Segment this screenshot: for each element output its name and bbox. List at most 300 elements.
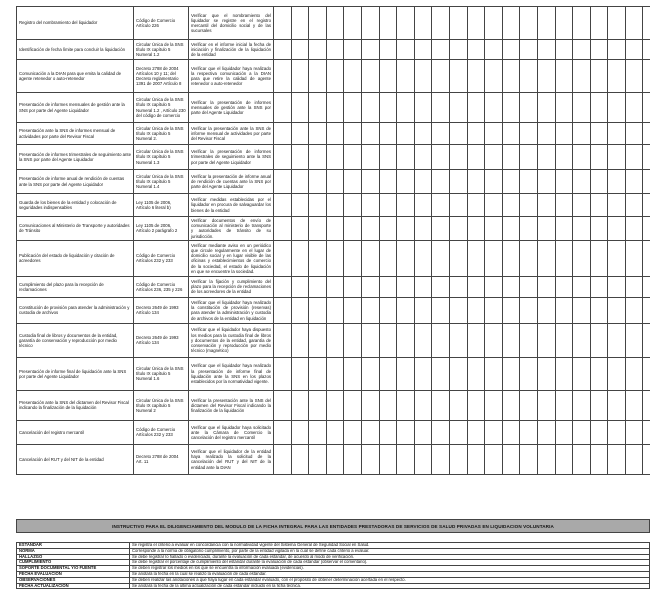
- empty-cell: [555, 93, 573, 123]
- empty-cell: [361, 297, 379, 323]
- legend-term: ESTANDAR: [17, 543, 130, 549]
- empty-cell: [573, 420, 591, 444]
- empty-cell: [361, 170, 379, 194]
- empty-cell: [291, 240, 309, 276]
- legend-description: Se debe registrar lo hallado o evidenciado, durante la evaluación de cada estándar, de acuerdo al modo de verificación.: [130, 554, 650, 560]
- empty-cell: [502, 123, 520, 145]
- empty-cell: [397, 60, 415, 93]
- empty-cell: [309, 60, 327, 93]
- empty-cell: [291, 217, 309, 241]
- empty-cell: [274, 297, 292, 323]
- task-cell: Presentación de informe anual de rendición de cuentas ante la SNS por parte del Agente Liquidador: [17, 170, 134, 194]
- task-cell: Presentación de informes mensuales de gestión ante la SNS por parte del Agente Liquidador: [17, 93, 134, 123]
- table-row: [17, 444, 650, 474]
- empty-cell: [643, 123, 650, 145]
- table-row: [17, 390, 650, 420]
- empty-cell: [274, 60, 292, 93]
- action-cell: Verificar la fijación y cumplimiento del plazo para la recepción de reclamaciones de los acreedores de la entidad: [189, 276, 274, 297]
- table-row: [17, 240, 650, 276]
- empty-cell: [326, 93, 344, 123]
- table-row: [17, 323, 650, 357]
- empty-cell: [309, 7, 327, 40]
- norm-cell: Circular Única de la SNS título IX capítulo 5 Numeral 1.3: [134, 145, 189, 170]
- empty-cell: [643, 420, 650, 444]
- empty-cell: [625, 60, 643, 93]
- empty-cell: [467, 217, 485, 241]
- empty-cell: [414, 323, 432, 357]
- empty-cell: [397, 444, 415, 474]
- empty-cell: [608, 297, 626, 323]
- empty-cell: [643, 40, 650, 60]
- empty-cell: [573, 390, 591, 420]
- empty-cell: [537, 145, 555, 170]
- empty-cell: [573, 357, 591, 390]
- empty-cell: [344, 145, 362, 170]
- empty-cell: [326, 194, 344, 217]
- empty-cell: [309, 240, 327, 276]
- empty-cell: [344, 7, 362, 40]
- empty-cell: [432, 444, 450, 474]
- empty-cell: [537, 40, 555, 60]
- legend-description: Se registra el criterio a evaluar en concordancia con la normatividad vigente del Sistema General de Seguridad Social en Salud.: [130, 543, 650, 549]
- table-row: [17, 40, 650, 60]
- empty-cell: [555, 444, 573, 474]
- empty-cell: [274, 194, 292, 217]
- empty-cell: [449, 217, 467, 241]
- empty-cell: [467, 240, 485, 276]
- empty-cell: [414, 194, 432, 217]
- legend-description: Se deben realizar las anotaciones a que haya lugar en cada estándar evaluado, con el propósito de obtener determinación acertada en el respecto.: [130, 577, 650, 583]
- evaluation-table-body: [17, 7, 650, 475]
- empty-cell: [361, 390, 379, 420]
- empty-cell: [608, 170, 626, 194]
- empty-cell: [537, 240, 555, 276]
- empty-cell: [643, 390, 650, 420]
- empty-cell: [291, 40, 309, 60]
- legend-table: [16, 542, 650, 589]
- empty-cell: [326, 7, 344, 40]
- empty-cell: [537, 7, 555, 40]
- empty-cell: [643, 240, 650, 276]
- empty-cell: [590, 145, 608, 170]
- empty-cell: [485, 123, 503, 145]
- empty-cell: [344, 276, 362, 297]
- empty-cell: [485, 276, 503, 297]
- action-cell: Verificar la presentación de informes mensuales de gestión ante la SNS por parte del Agente Liquidador: [189, 93, 274, 123]
- empty-cell: [309, 194, 327, 217]
- empty-cell: [344, 194, 362, 217]
- empty-cell: [379, 276, 397, 297]
- empty-cell: [643, 357, 650, 390]
- action-cell: Verificar que el liquidador de la entidad haya realizado la solicitud de la cancelación del RUT y del NIT de la entidad ante la DIAN: [189, 444, 274, 474]
- empty-cell: [555, 170, 573, 194]
- task-cell: Cancelación del registro mercantil: [17, 420, 134, 444]
- empty-cell: [361, 93, 379, 123]
- empty-cell: [414, 7, 432, 40]
- empty-cell: [397, 40, 415, 60]
- legend-term: CUMPLIMIENTO: [17, 560, 130, 566]
- empty-cell: [326, 40, 344, 60]
- task-cell: Presentación de informe final de liquidación ante la SNS por parte del Agente Liquidador: [17, 357, 134, 390]
- empty-cell: [344, 60, 362, 93]
- empty-cell: [625, 444, 643, 474]
- empty-cell: [555, 123, 573, 145]
- task-cell: Presentación ante la SNS de informes mensual de actividades por parte del Revisor Fiscal: [17, 123, 134, 145]
- empty-cell: [274, 276, 292, 297]
- empty-cell: [379, 390, 397, 420]
- empty-cell: [502, 40, 520, 60]
- empty-cell: [485, 93, 503, 123]
- empty-cell: [326, 60, 344, 93]
- empty-cell: [625, 420, 643, 444]
- task-cell: Publicación del estado de liquidación y citación de acreedores: [17, 240, 134, 276]
- empty-cell: [449, 444, 467, 474]
- norm-cell: Decreto 2649 de 1993 Artículo 134: [134, 297, 189, 323]
- empty-cell: [502, 323, 520, 357]
- empty-cell: [414, 357, 432, 390]
- action-cell: Verificar la presentación ante la SNS de informe mensual de actividades por parte del Revisor Fiscal: [189, 123, 274, 145]
- empty-cell: [608, 357, 626, 390]
- empty-cell: [449, 276, 467, 297]
- empty-cell: [379, 170, 397, 194]
- action-cell: Verificar la presentación de informes trimestrales de seguimiento ante la SNS por parte del Agente Liquidador: [189, 145, 274, 170]
- empty-cell: [625, 194, 643, 217]
- task-cell: Presentación de informes trimestrales de seguimiento ante la SNS por parte del Agente Liquidador: [17, 145, 134, 170]
- legend-term: OBSERVACIONES: [17, 577, 130, 583]
- empty-cell: [291, 60, 309, 93]
- empty-cell: [485, 297, 503, 323]
- empty-cell: [326, 240, 344, 276]
- empty-cell: [467, 297, 485, 323]
- empty-cell: [397, 194, 415, 217]
- empty-cell: [537, 390, 555, 420]
- empty-cell: [520, 323, 538, 357]
- empty-cell: [326, 390, 344, 420]
- empty-cell: [590, 170, 608, 194]
- norm-cell: Código de Comercio Artículos 236, 235 y 226: [134, 276, 189, 297]
- empty-cell: [520, 420, 538, 444]
- empty-cell: [274, 170, 292, 194]
- empty-cell: [590, 444, 608, 474]
- empty-cell: [326, 145, 344, 170]
- norm-cell: Circular Única de la SNS título IX capítulo 5 Numeral 1.4: [134, 170, 189, 194]
- empty-cell: [590, 217, 608, 241]
- empty-cell: [590, 297, 608, 323]
- empty-cell: [573, 217, 591, 241]
- empty-cell: [361, 60, 379, 93]
- empty-cell: [432, 170, 450, 194]
- empty-cell: [361, 194, 379, 217]
- empty-cell: [414, 444, 432, 474]
- empty-cell: [397, 390, 415, 420]
- norm-cell: Circular Única de la SNS título IX capítulo 5 Numeral 2: [134, 390, 189, 420]
- empty-cell: [555, 194, 573, 217]
- empty-cell: [502, 7, 520, 40]
- empty-cell: [625, 217, 643, 241]
- empty-cell: [485, 40, 503, 60]
- empty-cell: [537, 297, 555, 323]
- empty-cell: [590, 420, 608, 444]
- empty-cell: [555, 276, 573, 297]
- empty-cell: [485, 60, 503, 93]
- empty-cell: [537, 323, 555, 357]
- empty-cell: [643, 323, 650, 357]
- empty-cell: [326, 357, 344, 390]
- empty-cell: [590, 60, 608, 93]
- legend-term: FECHA ACTUALIZACION: [17, 583, 130, 589]
- empty-cell: [502, 420, 520, 444]
- empty-cell: [537, 357, 555, 390]
- empty-cell: [573, 444, 591, 474]
- empty-cell: [573, 170, 591, 194]
- empty-cell: [537, 170, 555, 194]
- empty-cell: [291, 297, 309, 323]
- empty-cell: [573, 276, 591, 297]
- empty-cell: [502, 276, 520, 297]
- empty-cell: [502, 145, 520, 170]
- empty-cell: [467, 357, 485, 390]
- empty-cell: [414, 60, 432, 93]
- empty-cell: [520, 123, 538, 145]
- empty-cell: [625, 390, 643, 420]
- empty-cell: [397, 145, 415, 170]
- empty-cell: [555, 297, 573, 323]
- empty-cell: [449, 40, 467, 60]
- empty-cell: [291, 7, 309, 40]
- empty-cell: [502, 194, 520, 217]
- empty-cell: [344, 240, 362, 276]
- empty-cell: [449, 7, 467, 40]
- empty-cell: [326, 217, 344, 241]
- empty-cell: [274, 390, 292, 420]
- empty-cell: [432, 194, 450, 217]
- empty-cell: [309, 145, 327, 170]
- norm-cell: Ley 1105 de 2006, Artículo 6 literal b): [134, 194, 189, 217]
- empty-cell: [449, 93, 467, 123]
- empty-cell: [414, 297, 432, 323]
- action-cell: Verificar que el liquidador haya realizado la presentación de informe final de liquidación ante la SNS en los plazos establecidos por la normatividad vigente.: [189, 357, 274, 390]
- action-cell: Verificar medidas establecidas por el liquidador en procura de salvaguardar los bienes de la entidad: [189, 194, 274, 217]
- empty-cell: [555, 323, 573, 357]
- empty-cell: [643, 170, 650, 194]
- action-cell: Verificar que el liquidador haya solicitado ante la Cámara de Comercio la cancelación del registro mercantil: [189, 420, 274, 444]
- empty-cell: [485, 444, 503, 474]
- empty-cell: [537, 93, 555, 123]
- empty-cell: [590, 240, 608, 276]
- empty-cell: [502, 240, 520, 276]
- empty-cell: [291, 123, 309, 145]
- empty-cell: [590, 194, 608, 217]
- empty-cell: [590, 7, 608, 40]
- empty-cell: [485, 357, 503, 390]
- empty-cell: [467, 145, 485, 170]
- empty-cell: [414, 240, 432, 276]
- empty-cell: [485, 170, 503, 194]
- empty-cell: [502, 170, 520, 194]
- empty-cell: [467, 93, 485, 123]
- action-cell: Verificar en el informe inicial la fecha de iniciación y finalización de la liquidación de la entidad: [189, 40, 274, 60]
- empty-cell: [379, 194, 397, 217]
- empty-cell: [520, 297, 538, 323]
- empty-cell: [449, 390, 467, 420]
- instructions-banner: [16, 519, 650, 533]
- action-cell: Verificar la presentación de informe anual de rendición de cuentas ante la SNS por parte del Agente Liquidador: [189, 170, 274, 194]
- empty-cell: [344, 357, 362, 390]
- empty-cell: [274, 420, 292, 444]
- empty-cell: [397, 297, 415, 323]
- action-cell: Verificar que el liquidador haya dispuesto los medios para la custodia final de libros y documentos de la entidad, garantía de conservación y reproducción por medio técnico (magnético): [189, 323, 274, 357]
- empty-cell: [274, 240, 292, 276]
- empty-cell: [590, 123, 608, 145]
- legend-term: HALLAZGO: [17, 554, 130, 560]
- empty-cell: [608, 323, 626, 357]
- empty-cell: [361, 323, 379, 357]
- empty-cell: [397, 323, 415, 357]
- empty-cell: [361, 7, 379, 40]
- table-row: [17, 420, 650, 444]
- empty-cell: [361, 40, 379, 60]
- empty-cell: [361, 123, 379, 145]
- norm-cell: Circular Única de la SNS título IX capítulo 5 Numeral 1.2 , Artículo 230 del código de comercio: [134, 93, 189, 123]
- empty-cell: [485, 390, 503, 420]
- empty-cell: [485, 323, 503, 357]
- empty-cell: [449, 297, 467, 323]
- empty-cell: [520, 93, 538, 123]
- table-row: [17, 93, 650, 123]
- empty-cell: [625, 297, 643, 323]
- empty-cell: [379, 420, 397, 444]
- norm-cell: Ley 1105 de 2006, Artículo 2 parágrafo 2: [134, 217, 189, 241]
- empty-cell: [414, 40, 432, 60]
- empty-cell: [344, 390, 362, 420]
- empty-cell: [643, 444, 650, 474]
- empty-cell: [449, 123, 467, 145]
- empty-cell: [361, 420, 379, 444]
- empty-cell: [643, 145, 650, 170]
- table-row: [17, 217, 650, 241]
- empty-cell: [309, 123, 327, 145]
- empty-cell: [344, 217, 362, 241]
- empty-cell: [326, 170, 344, 194]
- task-cell: Cancelación del RUT y del NIT de la entidad: [17, 444, 134, 474]
- empty-cell: [485, 240, 503, 276]
- empty-cell: [608, 390, 626, 420]
- action-cell: Verificar que el liquidador haya realizado la respectiva comunicación a la DIAN para que retire la calidad de agente retenedor o auto-retenedor: [189, 60, 274, 93]
- legend-table-body: [17, 543, 650, 589]
- empty-cell: [625, 276, 643, 297]
- empty-cell: [274, 444, 292, 474]
- legend-description: Se deben registrar los medios en los que se encuentra la información evaluada (evidencias).: [130, 566, 650, 572]
- empty-cell: [432, 357, 450, 390]
- task-cell: Guarda de los bienes de la entidad y colocación de seguridades indispensables: [17, 194, 134, 217]
- empty-cell: [555, 145, 573, 170]
- table-row: [17, 297, 650, 323]
- empty-cell: [361, 276, 379, 297]
- empty-cell: [397, 420, 415, 444]
- empty-cell: [467, 444, 485, 474]
- empty-cell: [502, 390, 520, 420]
- empty-cell: [344, 297, 362, 323]
- task-cell: Custodia final de libros y documentos de la entidad, garantía de conservación y reproducción por medio técnico: [17, 323, 134, 357]
- empty-cell: [573, 194, 591, 217]
- empty-cell: [432, 323, 450, 357]
- empty-cell: [432, 390, 450, 420]
- empty-cell: [274, 145, 292, 170]
- empty-cell: [555, 40, 573, 60]
- empty-cell: [379, 123, 397, 145]
- empty-cell: [590, 323, 608, 357]
- empty-cell: [361, 217, 379, 241]
- empty-cell: [449, 420, 467, 444]
- empty-cell: [608, 276, 626, 297]
- empty-cell: [449, 240, 467, 276]
- empty-cell: [590, 40, 608, 60]
- empty-cell: [485, 145, 503, 170]
- empty-cell: [432, 7, 450, 40]
- empty-cell: [643, 297, 650, 323]
- task-cell: Constitución de provisión para atender la administración y custodia de archivos: [17, 297, 134, 323]
- empty-cell: [309, 217, 327, 241]
- norm-cell: Código de Comercio Artículos 232 y 233: [134, 240, 189, 276]
- empty-cell: [485, 420, 503, 444]
- empty-cell: [414, 217, 432, 241]
- empty-cell: [555, 240, 573, 276]
- empty-cell: [555, 60, 573, 93]
- empty-cell: [379, 93, 397, 123]
- empty-cell: [432, 420, 450, 444]
- empty-cell: [326, 323, 344, 357]
- empty-cell: [361, 240, 379, 276]
- empty-cell: [555, 217, 573, 241]
- empty-cell: [467, 123, 485, 145]
- empty-cell: [291, 93, 309, 123]
- table-row: [17, 60, 650, 93]
- empty-cell: [326, 276, 344, 297]
- empty-cell: [432, 240, 450, 276]
- empty-cell: [608, 194, 626, 217]
- table-row: [17, 170, 650, 194]
- action-cell: Verificar mediante aviso en un periódico que circule regularmente en el lugar de domicilio social y en lugar visible de las oficinas y establecimientos de comercio de la sociedad, el estado de liquidación en que se encuentre la sociedad.: [189, 240, 274, 276]
- empty-cell: [520, 390, 538, 420]
- empty-cell: [397, 240, 415, 276]
- empty-cell: [414, 390, 432, 420]
- empty-cell: [344, 40, 362, 60]
- empty-cell: [625, 93, 643, 123]
- norm-cell: Circular Única de la SNS título IX capítulo 5 Numeral 2.: [134, 123, 189, 145]
- empty-cell: [361, 145, 379, 170]
- empty-cell: [379, 297, 397, 323]
- empty-cell: [414, 123, 432, 145]
- empty-cell: [643, 7, 650, 40]
- empty-cell: [379, 145, 397, 170]
- empty-cell: [274, 7, 292, 40]
- empty-cell: [502, 60, 520, 93]
- empty-cell: [274, 123, 292, 145]
- empty-cell: [274, 217, 292, 241]
- empty-cell: [643, 276, 650, 297]
- empty-cell: [520, 145, 538, 170]
- empty-cell: [520, 194, 538, 217]
- task-cell: Registro del nombramiento del liquidador: [17, 7, 134, 40]
- empty-cell: [608, 123, 626, 145]
- empty-cell: [502, 93, 520, 123]
- empty-cell: [537, 217, 555, 241]
- empty-cell: [608, 60, 626, 93]
- empty-cell: [537, 60, 555, 93]
- empty-cell: [291, 357, 309, 390]
- empty-cell: [291, 420, 309, 444]
- empty-cell: [291, 145, 309, 170]
